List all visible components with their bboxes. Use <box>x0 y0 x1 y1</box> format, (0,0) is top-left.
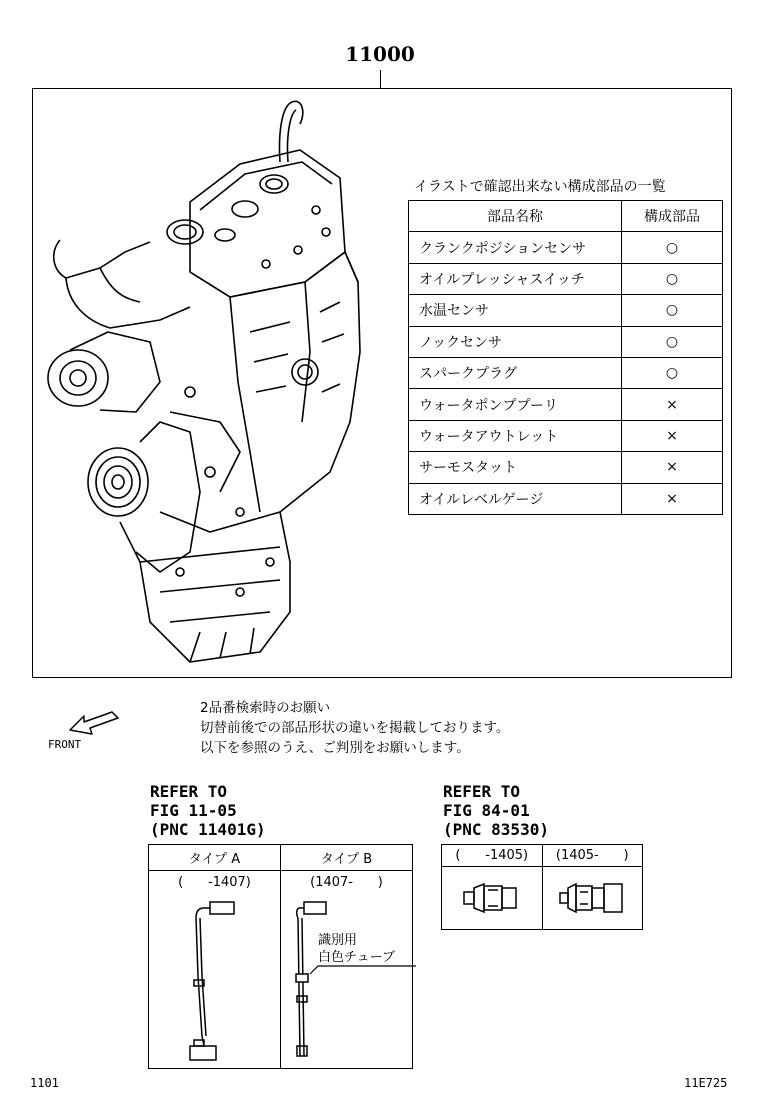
included-mark: ○ <box>622 232 723 263</box>
pnc-number: 11000 <box>345 42 415 66</box>
refer-left <box>150 782 266 839</box>
included-mark: × <box>622 420 723 451</box>
parts-row <box>409 263 723 294</box>
white-tube-note-line-2: 白色チューブ <box>318 950 395 965</box>
included-mark: × <box>622 452 723 483</box>
part-name: ウォータアウトレット <box>409 420 622 451</box>
part-name: 水温センサ <box>409 295 622 326</box>
type-a-header: タイプ A <box>149 845 281 871</box>
refer-right-line-2: FIG 84-01 <box>443 801 530 820</box>
oil-switch-new-icon <box>556 878 636 918</box>
part-name: クランクポジションセンサ <box>409 232 622 263</box>
included-mark: ○ <box>622 357 723 388</box>
included-mark: ○ <box>622 326 723 357</box>
figure-code: 11E725 <box>684 1076 728 1090</box>
parts-list-caption: イラストで確認出来ない構成部品の一覧 <box>414 179 666 195</box>
type-a-range: ( -1407) <box>178 875 251 890</box>
included-mark: × <box>622 483 723 514</box>
crank-sensor-type-b-icon <box>290 896 350 1066</box>
refer-right-line-3: (PNC 83530) <box>443 820 549 839</box>
engine-illustration <box>40 92 400 672</box>
col-header-included: 構成部品 <box>622 201 723 232</box>
refer-left-line-3: (PNC 11401G) <box>150 820 266 839</box>
parts-row <box>409 420 723 451</box>
pnc-leader-line <box>380 70 381 88</box>
crank-sensor-type-a-icon <box>180 896 250 1066</box>
notice-line-2: 切替前後での部品形状の違いを掲載しております。 <box>200 720 510 736</box>
notice-line-3: 以下を参照のうえ、ご判別をお願いします。 <box>200 740 470 756</box>
parts-row <box>409 389 723 420</box>
parts-row <box>409 295 723 326</box>
parts-row <box>409 483 723 514</box>
part-name: ウォータポンププーリ <box>409 389 622 420</box>
parts-row <box>409 232 723 263</box>
refer-right <box>443 782 549 839</box>
oil-switch-old-icon <box>458 878 528 918</box>
parts-table <box>408 200 723 515</box>
col-header-name: 部品名称 <box>409 201 622 232</box>
refer-right-line-1: REFER TO <box>443 782 521 801</box>
oil-switch-range-1: ( -1405) <box>442 845 543 867</box>
white-tube-note <box>318 932 395 966</box>
part-name: スパークプラグ <box>409 357 622 388</box>
parts-row <box>409 326 723 357</box>
included-mark: ○ <box>622 295 723 326</box>
oil-switch-range-2: (1405- ) <box>542 845 643 867</box>
notice-line-1: 2品番検索時のお願い <box>200 700 331 716</box>
front-label: FRONT <box>48 738 82 751</box>
type-b-range: (1407- ) <box>310 875 383 890</box>
part-name: オイルプレッシャスイッチ <box>409 263 622 294</box>
included-mark: ○ <box>622 263 723 294</box>
notice-text <box>200 698 509 758</box>
part-name: サーモスタット <box>409 452 622 483</box>
refer-left-line-1: REFER TO <box>150 782 228 801</box>
front-arrow-icon <box>66 706 122 736</box>
page-number: 1101 <box>30 1076 59 1090</box>
part-name: オイルレベルゲージ <box>409 483 622 514</box>
parts-row <box>409 452 723 483</box>
part-name: ノックセンサ <box>409 326 622 357</box>
type-b-header: タイプ B <box>281 845 413 871</box>
white-tube-note-line-1: 識別用 <box>318 933 358 948</box>
included-mark: × <box>622 389 723 420</box>
refer-left-line-2: FIG 11-05 <box>150 801 237 820</box>
parts-row <box>409 357 723 388</box>
